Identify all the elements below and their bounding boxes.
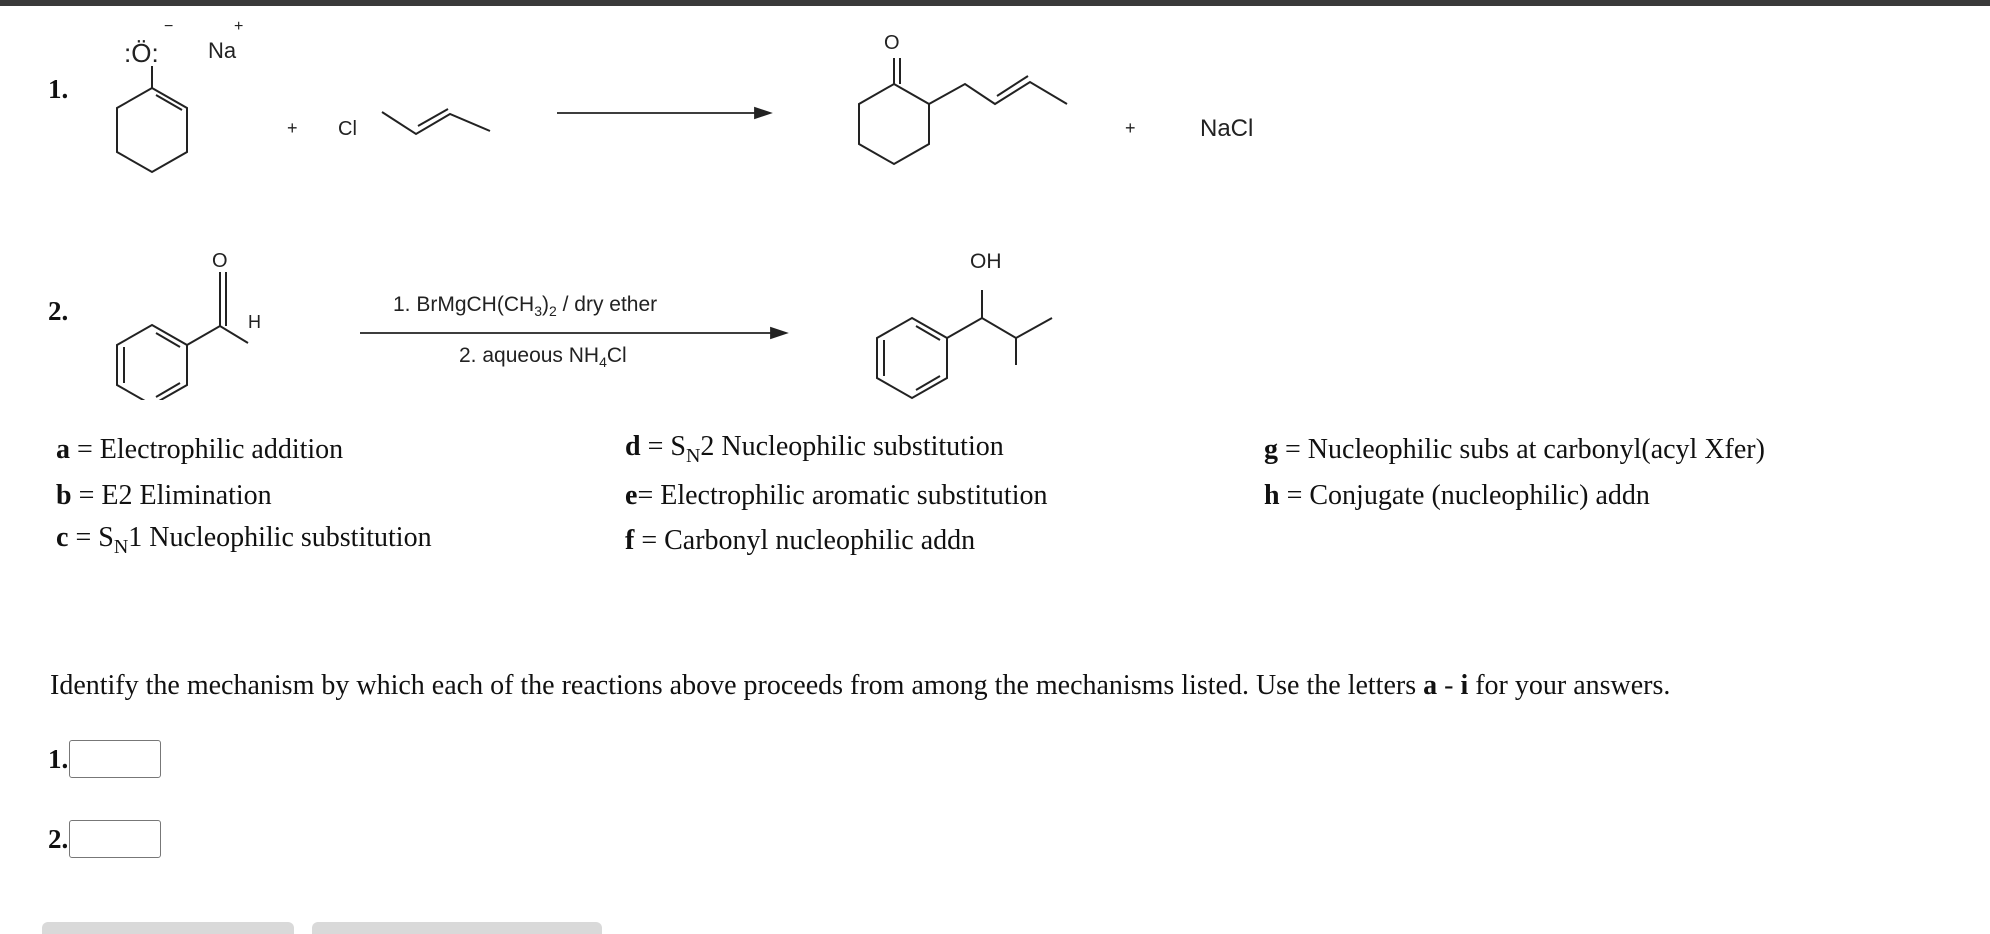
- reagent-condition-1: 1. $BrMgCH(CH_3)_2$ / dry ether: [393, 293, 658, 319]
- answer-2-label: 2.: [48, 823, 69, 854]
- carbonyl-oxygen-1: O: [884, 32, 900, 54]
- reaction-1-number: 1.: [48, 74, 69, 104]
- plus-sign-1: +: [287, 118, 298, 138]
- mechanism-d: $d = S_N2$ Nucleophilic substitution: [625, 431, 1004, 467]
- chlorine-atom: Cl: [338, 118, 357, 140]
- mechanism-b: b = E2 Elimination: [56, 480, 272, 511]
- cyclohexenolate-structure: [117, 66, 187, 172]
- mechanism-e: e= Electrophilic aromatic substitution: [625, 480, 1048, 511]
- reaction-2-number: 2.: [48, 296, 69, 326]
- enolate-oxygen: :Ö:: [124, 38, 159, 68]
- reaction-1-arrow: [557, 108, 770, 118]
- reagent-condition-2: 2. aqueous $NH_4Cl$: [459, 344, 627, 370]
- hydroxyl-group: OH: [970, 250, 1002, 273]
- crotyl-chloride-structure: [382, 109, 490, 134]
- sodium-counterion: Na: [208, 38, 237, 63]
- answer-row-2: [48, 820, 161, 858]
- reaction-1-scheme: [0, 0, 1300, 180]
- mechanism-a: a = Electrophilic addition: [56, 434, 344, 465]
- nacl-byproduct: NaCl: [1200, 115, 1254, 142]
- bottom-button-1[interactable]: [42, 922, 294, 934]
- aldehyde-hydrogen: H: [248, 312, 261, 332]
- carbonyl-oxygen-2: O: [212, 250, 228, 272]
- sodium-charge: +: [234, 18, 244, 35]
- mechanism-g: g = Nucleophilic subs at carbonyl(acyl Xfer): [1264, 434, 1765, 465]
- enolate-charge: −: [164, 18, 174, 35]
- mechanism-f: f = Carbonyl nucleophilic addn: [625, 525, 976, 556]
- instructions-text: Identify the mechanism by which each of the reactions above proceeds from among the mechanisms listed. Use the letters a - i for your answers.: [50, 670, 1671, 701]
- product-1-structure: [859, 58, 1067, 164]
- plus-sign-2: +: [1125, 118, 1136, 138]
- mechanism-c: $c = S_N1$ Nucleophilic substitution: [56, 522, 432, 558]
- answer-2-input[interactable]: [69, 820, 161, 858]
- mechanism-h: h = Conjugate (nucleophilic) addn: [1264, 480, 1650, 511]
- answer-1-input[interactable]: [69, 740, 161, 778]
- bottom-button-2[interactable]: [312, 922, 602, 934]
- benzaldehyde-structure: [117, 272, 248, 400]
- answer-row-1: [48, 740, 161, 778]
- answer-1-label: 1.: [48, 743, 69, 774]
- product-2-structure: [877, 290, 1052, 398]
- reaction-2-arrow: [360, 328, 786, 338]
